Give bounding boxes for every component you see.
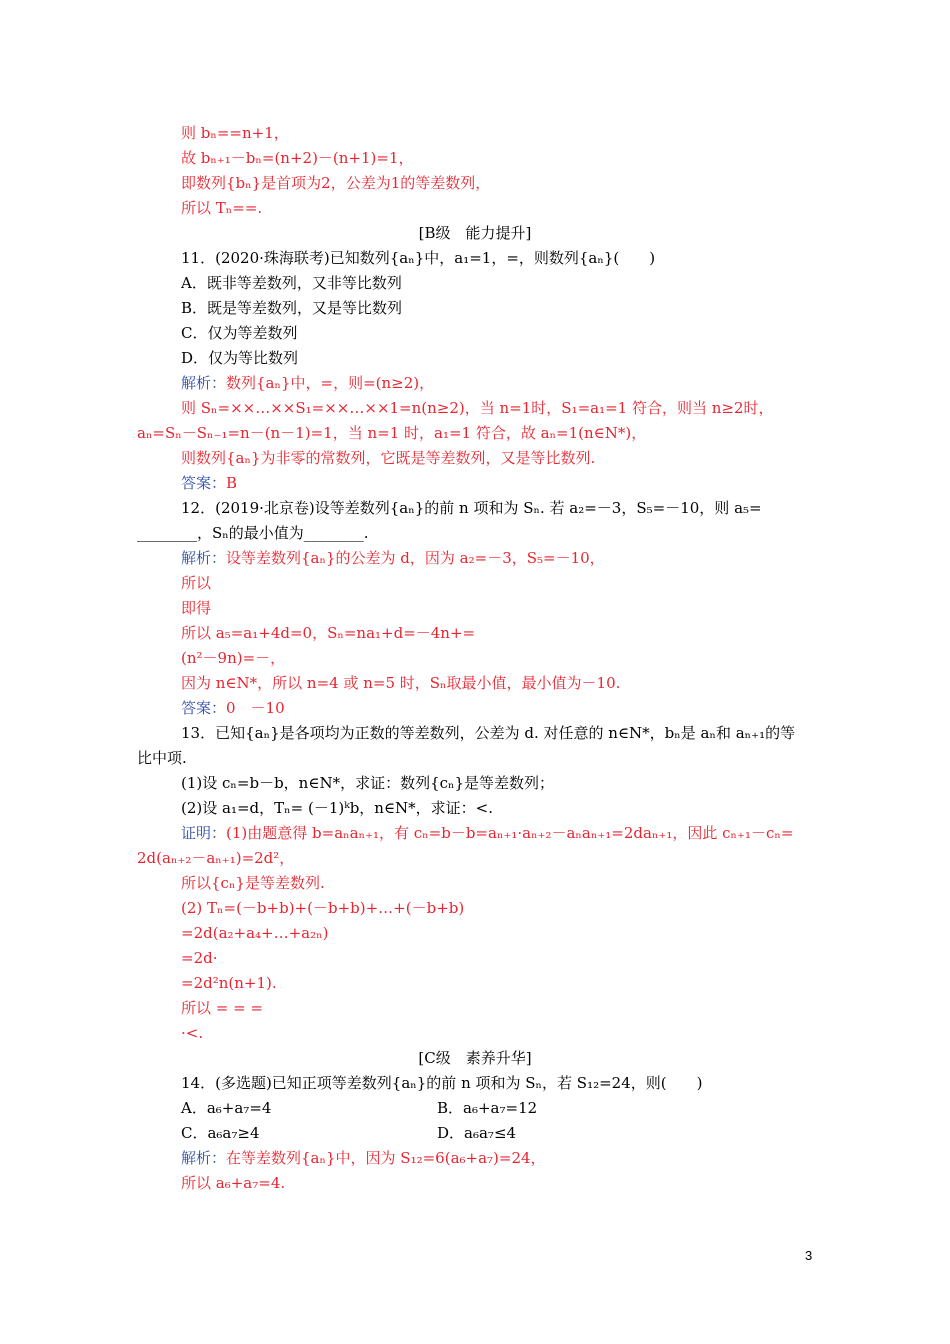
line-text: (1)设 cₙ=b－b，n∈N*，求证：数列{cₙ}是等差数列； — [181, 774, 555, 792]
line-text: C．仅为等差数列 — [181, 324, 298, 342]
answer-text: 数列{aₙ}中，=，则=(n≥2)， — [226, 374, 435, 392]
line-text: 所以{cₙ}是等差数列. — [181, 874, 325, 892]
line-text: (2)设 a₁=d，Tₙ= (－1)ᵏb，n∈N*，求证：<. — [181, 799, 494, 817]
text-line — [181, 598, 211, 618]
text-line — [181, 1098, 271, 1118]
line-text: =2d· — [181, 949, 218, 967]
text-line — [181, 448, 595, 468]
answer-text: 设等差数列{aₙ}的公差为 d，因为 a₂=－3，S₅=－10， — [226, 549, 605, 567]
text-line — [181, 923, 328, 943]
answer-label: 解析： — [181, 1149, 227, 1167]
text-line — [181, 898, 464, 918]
line-text: 则数列{aₙ}为非零的常数列，它既是等差数列，又是等比数列. — [181, 449, 596, 467]
line-text: [B级 能力提升] — [418, 224, 532, 242]
text-line — [181, 298, 402, 318]
answer-text: B — [226, 474, 238, 492]
line-text: ·<. — [181, 1024, 204, 1042]
text-line — [181, 373, 434, 393]
text-line — [181, 773, 554, 793]
text-line — [181, 398, 774, 418]
line-text: A．既非等差数列，又非等比数列 — [181, 274, 402, 292]
text-line — [137, 748, 187, 768]
line-text: D．仅为等比数列 — [181, 349, 299, 367]
line-text: ________，Sₙ的最小值为________. — [137, 524, 369, 542]
line-text: B．既是等差数列，又是等比数列 — [181, 299, 403, 317]
text-line — [181, 1148, 546, 1168]
section-heading — [0, 223, 950, 243]
line-text: B．a₆+a₇=12 — [437, 1099, 538, 1117]
line-text: 则 bₙ==n+1， — [181, 124, 289, 142]
text-line — [181, 698, 285, 718]
text-line — [181, 823, 793, 843]
text-line — [181, 1173, 285, 1193]
answer-text: 0 －10 — [226, 699, 285, 717]
text-line — [181, 498, 762, 518]
text-line — [437, 1098, 537, 1118]
text-line — [181, 273, 402, 293]
line-text: 则 Sₙ=××…××S₁=××…××1=n(n≥2)，当 n=1时，S₁=a₁=1 符合，则当 n≥2时， — [181, 399, 774, 417]
text-line — [181, 573, 211, 593]
text-line — [181, 673, 620, 693]
line-text: 所以 = = = — [181, 999, 264, 1017]
line-text: 故 bₙ₊₁－bₙ=(n+2)－(n+1)=1， — [181, 149, 414, 167]
text-line — [181, 723, 795, 743]
line-text: =2d(a₂+a₄+…+a₂ₙ) — [181, 924, 329, 942]
text-line — [437, 1123, 516, 1143]
line-text: D．a₆a₇≤4 — [437, 1124, 517, 1142]
line-text: 即数列{bₙ}是首项为2，公差为1的等差数列， — [181, 174, 491, 192]
text-line — [181, 998, 263, 1018]
line-text: 比中项. — [137, 749, 187, 767]
answer-label: 解析： — [181, 549, 227, 567]
page-number: 3 — [805, 1248, 813, 1263]
line-text: 11．(2020·珠海联考)已知数列{aₙ}中，a₁=1，=，则数列{aₙ}( ) — [181, 249, 656, 267]
text-line — [181, 648, 285, 668]
text-line — [181, 198, 262, 218]
answer-label: 答案： — [181, 474, 227, 492]
line-text: =2d²n(n+1). — [181, 974, 277, 992]
line-text: (n²－9n)=－， — [181, 649, 286, 667]
text-line — [181, 473, 237, 493]
text-line — [181, 173, 490, 193]
answer-label: 解析： — [181, 374, 227, 392]
line-text: A．a₆+a₇=4 — [181, 1099, 272, 1117]
text-line — [137, 423, 646, 443]
line-text: 所以 a₆+a₇=4. — [181, 1174, 286, 1192]
text-line — [181, 1123, 260, 1143]
text-line — [181, 248, 655, 268]
line-text: 13．已知{aₙ}是各项均为正数的等差数列，公差为 d. 对任意的 n∈N*，bₙ是 aₙ和 aₙ₊₁的等 — [181, 724, 796, 742]
line-text: aₙ=Sₙ－Sₙ₋₁=n－(n－1)=1，当 n=1 时，a₁=1 符合，故 aₙ=1(n∈N*)， — [137, 424, 647, 442]
text-line — [181, 623, 475, 643]
line-text: 所以 a₅=a₁+4d=0，Sₙ=na₁+d=－4n+= — [181, 624, 476, 642]
text-line — [181, 973, 277, 993]
text-line — [181, 123, 289, 143]
line-text: 因为 n∈N*，所以 n=4 或 n=5 时，Sₙ取最小值，最小值为－10. — [181, 674, 621, 692]
text-line — [181, 548, 605, 568]
line-text: [C级 素养升华] — [418, 1049, 532, 1067]
line-text: 12．(2019·北京卷)设等差数列{aₙ}的前 n 项和为 Sₙ. 若 a₂=－3，S₅=－10，则 a₅= — [181, 499, 762, 517]
section-heading — [0, 1048, 950, 1068]
line-text: 14．(多选题)已知正项等差数列{aₙ}的前 n 项和为 Sₙ，若 S₁₂=24，则( ) — [181, 1074, 703, 1092]
answer-text: 在等差数列{aₙ}中，因为 S₁₂=6(a₆+a₇)=24， — [226, 1149, 546, 1167]
answer-label: 证明： — [181, 824, 227, 842]
line-text: 2d(aₙ₊₂－aₙ₊₁)=2d²， — [137, 849, 295, 867]
line-text: (2) Tₙ=(－b+b)+(－b+b)+…+(－b+b) — [181, 899, 465, 917]
text-line — [181, 323, 297, 343]
text-line — [181, 798, 493, 818]
text-line — [181, 873, 325, 893]
answer-text: (1)由题意得 b=aₙaₙ₊₁，有 cₙ=b－b=aₙ₊₁·aₙ₊₂－aₙaₙ₊₁=2daₙ₊₁，因此 cₙ₊₁－cₙ= — [226, 824, 794, 842]
answer-label: 答案： — [181, 699, 227, 717]
text-line — [181, 1023, 203, 1043]
text-line — [137, 848, 294, 868]
line-text: C．a₆a₇≥4 — [181, 1124, 260, 1142]
line-text: 所以 Tₙ==. — [181, 199, 263, 217]
text-line — [181, 948, 217, 968]
text-line — [181, 1073, 702, 1093]
line-text: 所以 — [181, 574, 212, 592]
text-line — [137, 523, 369, 543]
text-line — [181, 348, 298, 368]
line-text: 即得 — [181, 599, 212, 617]
text-line — [181, 148, 414, 168]
